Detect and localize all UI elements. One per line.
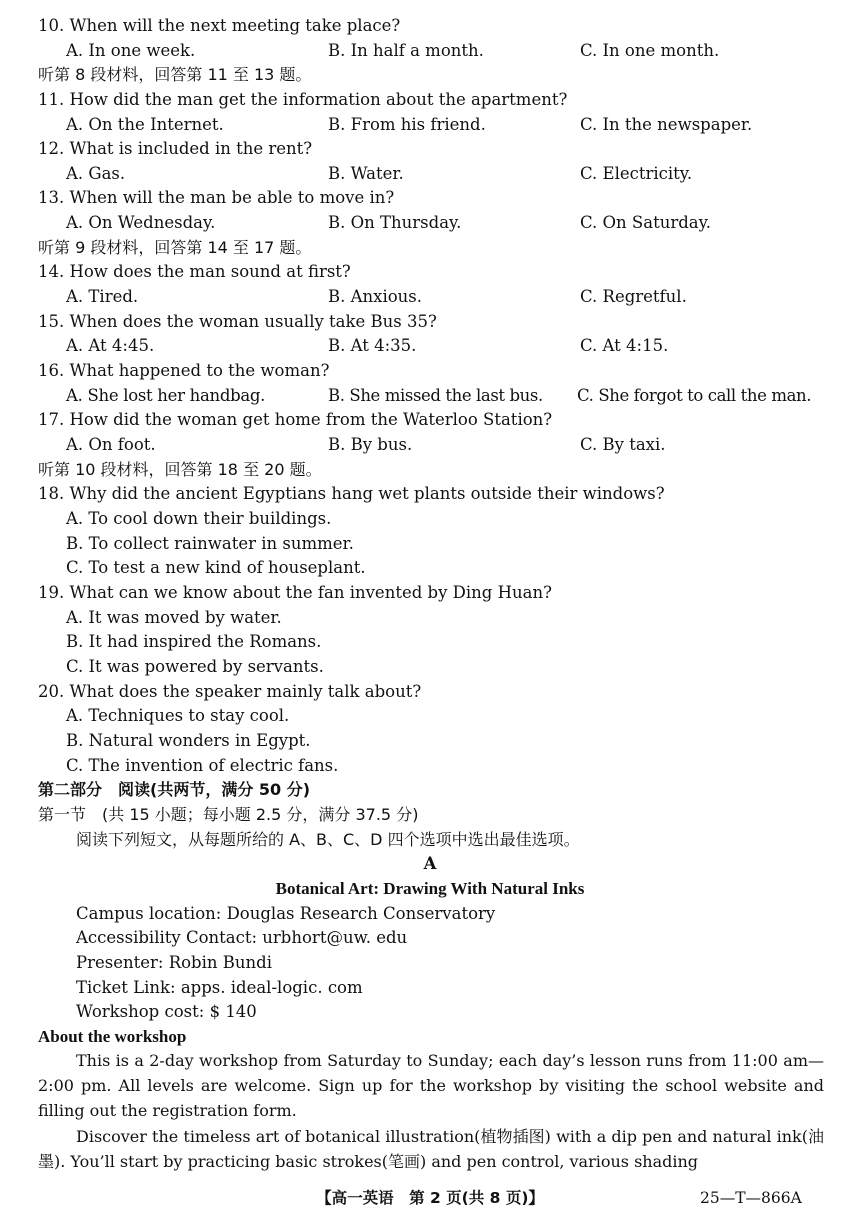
passage-letter: A xyxy=(423,854,437,873)
passage-title: Botanical Art: Drawing With Natural Inks xyxy=(275,879,585,898)
option-b: B. It had inspired the Romans. xyxy=(66,632,322,651)
question-text: 19. What can we know about the fan invented by Ding Huan? xyxy=(38,583,552,602)
option-a: A. She lost her handbag. xyxy=(66,386,266,405)
option-c-line xyxy=(0,754,860,778)
question-text: 15. When does the woman usually take Bus 35? xyxy=(38,312,437,331)
option-a-line xyxy=(0,507,860,531)
reading-instruction: 阅读下列短文，从每题所给的 A、B、C、D 四个选项中选出最佳选项。 xyxy=(76,830,580,849)
option-a: A. At 4:45. xyxy=(66,336,155,355)
info-workshop-cost: Workshop cost: $ 140 xyxy=(76,1002,257,1021)
option-b-line xyxy=(0,630,860,654)
question-15-options xyxy=(0,334,860,358)
question-11 xyxy=(0,88,860,112)
question-13 xyxy=(0,186,860,210)
question-text: 13. When will the man be able to move in? xyxy=(38,188,395,207)
option-b: B. At 4:35. xyxy=(328,336,417,355)
question-10 xyxy=(0,14,860,38)
option-a: A. Tired. xyxy=(66,287,139,306)
question-16 xyxy=(0,359,860,383)
option-a: A. Gas. xyxy=(66,164,126,183)
info-presenter: Presenter: Robin Bundi xyxy=(76,953,272,972)
question-12 xyxy=(0,137,860,161)
question-text: 20. What does the speaker mainly talk about? xyxy=(38,682,422,701)
about-heading: About the workshop xyxy=(38,1027,187,1046)
question-12-options xyxy=(0,162,860,186)
option-a-line xyxy=(0,606,860,630)
paragraph-2: Discover the timeless art of botanical illustration(植物插图) with a dip pen and natural ink(油墨). You’ll start by practicing basic strokes(笔画) and pen control, various shading xyxy=(38,1127,824,1171)
option-b-line xyxy=(0,532,860,556)
option-b: B. By bus. xyxy=(328,435,413,454)
question-13-options xyxy=(0,211,860,235)
page-number: 【高一英语 第 2 页(共 8 页)】 xyxy=(316,1189,544,1207)
option-a: A. It was moved by water. xyxy=(66,608,282,627)
question-text: 18. Why did the ancient Egyptians hang wet plants outside their windows? xyxy=(38,484,665,503)
option-b: B. Natural wonders in Egypt. xyxy=(66,731,311,750)
question-19 xyxy=(0,581,860,605)
question-text: 12. What is included in the rent? xyxy=(38,139,313,158)
question-14-options xyxy=(0,285,860,309)
option-c: C. She forgot to call the man. xyxy=(577,386,812,405)
option-a: A. In one week. xyxy=(66,41,196,60)
option-a: A. On the Internet. xyxy=(66,115,224,134)
option-c: C. The invention of electric fans. xyxy=(66,756,339,775)
question-17-options xyxy=(0,433,860,457)
option-a: A. On Wednesday. xyxy=(66,213,216,232)
option-a: A. On foot. xyxy=(66,435,156,454)
option-b: B. Water. xyxy=(328,164,404,183)
question-15 xyxy=(0,310,860,334)
info-campus-location: Campus location: Douglas Research Conservatory xyxy=(76,904,496,923)
option-c: C. By taxi. xyxy=(580,435,666,454)
option-c: C. To test a new kind of houseplant. xyxy=(66,558,366,577)
question-10-options xyxy=(0,39,860,63)
question-11-options xyxy=(0,113,860,137)
option-c: C. It was powered by servants. xyxy=(66,657,324,676)
section-10-instruction: 听第 10 段材料，回答第 18 至 20 题。 xyxy=(38,460,322,479)
question-16-options xyxy=(0,384,860,408)
section-8-instruction: 听第 8 段材料，回答第 11 至 13 题。 xyxy=(38,65,312,84)
option-c: C. Electricity. xyxy=(580,164,693,183)
option-c: C. In one month. xyxy=(580,41,720,60)
option-a: A. To cool down their buildings. xyxy=(66,509,332,528)
footer xyxy=(0,1186,860,1210)
info-accessibility-contact: Accessibility Contact: urbhort@uw. edu xyxy=(76,928,408,947)
option-b: B. In half a month. xyxy=(328,41,484,60)
question-text: 11. How did the man get the information about the apartment? xyxy=(38,90,568,109)
question-text: 14. How does the man sound at first? xyxy=(38,262,351,281)
option-a-line xyxy=(0,704,860,728)
question-text: 10. When will the next meeting take place? xyxy=(38,16,401,35)
option-c-line xyxy=(0,655,860,679)
option-a: A. Techniques to stay cool. xyxy=(66,706,290,725)
part-2-section-1: 第一节 (共 15 小题；每小题 2.5 分，满分 37.5 分) xyxy=(38,805,419,824)
question-text: 16. What happened to the woman? xyxy=(38,361,330,380)
question-text: 17. How did the woman get home from the Waterloo Station? xyxy=(38,410,553,429)
option-b: B. On Thursday. xyxy=(328,213,462,232)
option-b: B. To collect rainwater in summer. xyxy=(66,534,354,553)
option-c: C. On Saturday. xyxy=(580,213,711,232)
option-b: B. Anxious. xyxy=(328,287,423,306)
option-c-line xyxy=(0,556,860,580)
option-b: B. She missed the last bus. xyxy=(328,386,543,405)
paragraph-1: This is a 2-day workshop from Saturday to Sunday; each day’s lesson runs from 11:00 am—2:00 pm. All levels are welcome. Sign up for the workshop by visiting the school website and filling out the registration form. xyxy=(38,1051,824,1120)
exam-code: 25—T—866A xyxy=(700,1189,802,1207)
option-c: C. Regretful. xyxy=(580,287,687,306)
part-2-title: 第二部分 阅读(共两节，满分 50 分) xyxy=(38,780,311,799)
option-c: C. At 4:15. xyxy=(580,336,669,355)
option-b: B. From his friend. xyxy=(328,115,486,134)
question-20 xyxy=(0,680,860,704)
question-17 xyxy=(0,408,860,432)
option-c: C. In the newspaper. xyxy=(580,115,753,134)
section-9-instruction: 听第 9 段材料，回答第 14 至 17 题。 xyxy=(38,238,312,257)
info-ticket-link: Ticket Link: apps. ideal-logic. com xyxy=(76,978,363,997)
option-b-line xyxy=(0,729,860,753)
question-14 xyxy=(0,260,860,284)
question-18 xyxy=(0,482,860,506)
